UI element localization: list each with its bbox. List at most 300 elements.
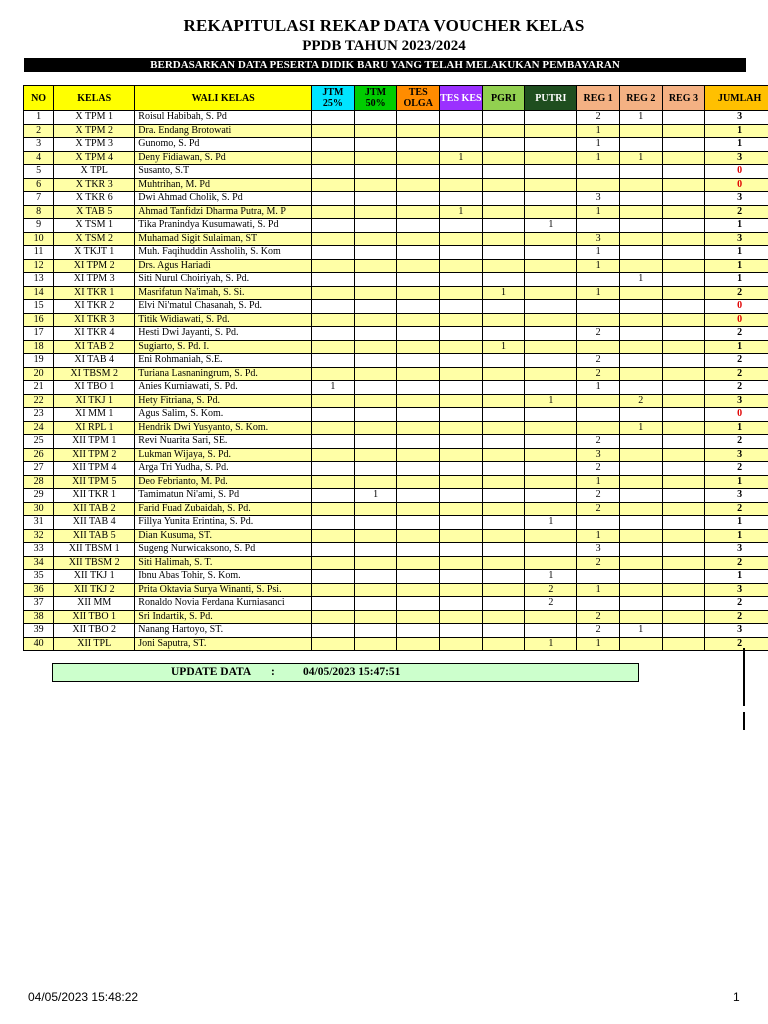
cell-pgri — [482, 475, 525, 489]
cell-jumlah: 3 — [705, 394, 768, 408]
cell-putri — [525, 300, 577, 314]
cell-reg-2 — [619, 192, 662, 206]
cell-wali-kelas: Sri Indartik, S. Pd. — [135, 610, 312, 624]
cell-reg-2 — [619, 489, 662, 503]
cell-reg-1: 1 — [577, 529, 620, 543]
cell-putri — [525, 273, 577, 287]
cell-reg-1 — [577, 408, 620, 422]
cell-no: 12 — [24, 259, 54, 273]
cell-pgri — [482, 219, 525, 233]
cell-putri — [525, 435, 577, 449]
cell-jumlah: 3 — [705, 111, 768, 125]
header-jumlah: JUMLAH — [705, 86, 768, 111]
cell-jtm-25 — [312, 246, 355, 260]
cell-tes-kes — [440, 246, 483, 260]
cell-reg-1: 1 — [577, 583, 620, 597]
footer-timestamp: 04/05/2023 15:48:22 — [28, 990, 139, 1004]
cell-no: 17 — [24, 327, 54, 341]
cell-jumlah: 1 — [705, 138, 768, 152]
cell-kelas: XII TKR 1 — [54, 489, 135, 503]
cell-wali-kelas: Farid Fuad Zubaidah, S. Pd. — [135, 502, 312, 516]
cell-reg-2 — [619, 259, 662, 273]
cell-reg-3 — [662, 124, 705, 138]
cell-jtm-50 — [354, 192, 397, 206]
header-tes-kes: TES KES — [440, 86, 483, 111]
cell-tes-olga — [397, 489, 440, 503]
cell-jtm-50 — [354, 462, 397, 476]
cell-reg-1 — [577, 421, 620, 435]
cell-wali-kelas: Muhtrihan, M. Pd — [135, 178, 312, 192]
cell-pgri — [482, 583, 525, 597]
cell-tes-kes — [440, 624, 483, 638]
cell-jtm-25 — [312, 151, 355, 165]
cell-wali-kelas: Hendrik Dwi Yusyanto, S. Kom. — [135, 421, 312, 435]
cell-jtm-25 — [312, 489, 355, 503]
cell-reg-3 — [662, 313, 705, 327]
cell-jumlah: 1 — [705, 219, 768, 233]
cell-tes-olga — [397, 151, 440, 165]
cell-putri — [525, 259, 577, 273]
cell-wali-kelas: Tamimatun Ni'ami, S. Pd — [135, 489, 312, 503]
cell-jumlah: 3 — [705, 448, 768, 462]
table-row — [24, 178, 768, 192]
table-row — [24, 219, 768, 233]
cell-reg-2 — [619, 597, 662, 611]
cell-wali-kelas: Masrifatun Na'imah, S. Si. — [135, 286, 312, 300]
cell-putri — [525, 354, 577, 368]
cell-tes-kes — [440, 192, 483, 206]
table-row — [24, 111, 768, 125]
cell-no: 16 — [24, 313, 54, 327]
cell-jtm-50 — [354, 138, 397, 152]
cell-tes-olga — [397, 246, 440, 260]
cell-no: 39 — [24, 624, 54, 638]
cell-kelas: XI MM 1 — [54, 408, 135, 422]
cell-tes-kes: 1 — [440, 205, 483, 219]
cell-wali-kelas: Arga Tri Yudha, S. Pd. — [135, 462, 312, 476]
cell-tes-olga — [397, 300, 440, 314]
cell-no: 3 — [24, 138, 54, 152]
cell-jtm-25 — [312, 637, 355, 651]
cell-reg-3 — [662, 421, 705, 435]
cell-jtm-25 — [312, 138, 355, 152]
cell-jtm-50 — [354, 543, 397, 557]
cell-pgri — [482, 327, 525, 341]
cell-putri: 1 — [525, 570, 577, 584]
cell-jtm-50: 1 — [354, 489, 397, 503]
header-reg-3: REG 3 — [662, 86, 705, 111]
cell-jumlah: 2 — [705, 435, 768, 449]
cell-jumlah: 0 — [705, 313, 768, 327]
cell-reg-3 — [662, 408, 705, 422]
cell-reg-1 — [577, 219, 620, 233]
cell-reg-3 — [662, 489, 705, 503]
cell-reg-2 — [619, 313, 662, 327]
cell-tes-kes — [440, 300, 483, 314]
cell-no: 28 — [24, 475, 54, 489]
cell-pgri — [482, 138, 525, 152]
cell-kelas: XII TBO 1 — [54, 610, 135, 624]
cell-no: 7 — [24, 192, 54, 206]
cell-pgri — [482, 624, 525, 638]
cell-reg-2 — [619, 327, 662, 341]
cell-reg-1: 3 — [577, 448, 620, 462]
cell-pgri — [482, 421, 525, 435]
cell-jtm-50 — [354, 327, 397, 341]
cell-pgri — [482, 394, 525, 408]
cell-reg-2 — [619, 124, 662, 138]
cell-kelas: XII TBSM 2 — [54, 556, 135, 570]
cell-jtm-50 — [354, 178, 397, 192]
cell-jumlah: 2 — [705, 327, 768, 341]
cell-jtm-25 — [312, 273, 355, 287]
table-row — [24, 448, 768, 462]
cell-no: 31 — [24, 516, 54, 530]
cell-reg-3 — [662, 178, 705, 192]
cell-no: 8 — [24, 205, 54, 219]
table-row — [24, 381, 768, 395]
cell-no: 9 — [24, 219, 54, 233]
cell-reg-1: 2 — [577, 610, 620, 624]
cell-wali-kelas: Ronaldo Novia Ferdana Kurniasanci — [135, 597, 312, 611]
table-row — [24, 205, 768, 219]
cell-reg-1 — [577, 165, 620, 179]
table-row — [24, 489, 768, 503]
header-jtm-50: JTM 50% — [354, 86, 397, 111]
cell-putri: 1 — [525, 516, 577, 530]
cell-no: 4 — [24, 151, 54, 165]
cell-pgri — [482, 192, 525, 206]
cell-tes-kes — [440, 637, 483, 651]
cell-kelas: XII TAB 2 — [54, 502, 135, 516]
cell-jtm-50 — [354, 313, 397, 327]
cell-no: 33 — [24, 543, 54, 557]
cell-tes-olga — [397, 556, 440, 570]
cell-wali-kelas: Agus Salim, S. Kom. — [135, 408, 312, 422]
cell-jumlah: 2 — [705, 556, 768, 570]
cell-jtm-25 — [312, 232, 355, 246]
cell-jtm-25 — [312, 205, 355, 219]
cell-reg-1: 1 — [577, 246, 620, 260]
cell-tes-olga — [397, 205, 440, 219]
table-row — [24, 138, 768, 152]
cell-jtm-25 — [312, 165, 355, 179]
cell-reg-3 — [662, 516, 705, 530]
cell-reg-2 — [619, 138, 662, 152]
cell-tes-kes — [440, 462, 483, 476]
cell-tes-kes — [440, 489, 483, 503]
cell-putri: 2 — [525, 597, 577, 611]
cell-reg-3 — [662, 219, 705, 233]
cell-reg-3 — [662, 475, 705, 489]
cell-jtm-50 — [354, 111, 397, 125]
cell-jtm-25 — [312, 124, 355, 138]
cell-reg-1 — [577, 570, 620, 584]
table-row — [24, 259, 768, 273]
cell-reg-1: 2 — [577, 462, 620, 476]
cell-kelas: X TKJT 1 — [54, 246, 135, 260]
header-no: NO — [24, 86, 54, 111]
cell-tes-kes — [440, 381, 483, 395]
cell-jtm-25 — [312, 502, 355, 516]
cell-tes-olga — [397, 597, 440, 611]
cell-jtm-25 — [312, 178, 355, 192]
cell-reg-3 — [662, 205, 705, 219]
cell-tes-olga — [397, 610, 440, 624]
cell-jumlah: 2 — [705, 286, 768, 300]
page-edge-line — [743, 648, 745, 706]
cell-reg-3 — [662, 610, 705, 624]
cell-putri: 2 — [525, 583, 577, 597]
cell-pgri: 1 — [482, 340, 525, 354]
cell-wali-kelas: Ahmad Tanfidzi Dharma Putra, M. P — [135, 205, 312, 219]
cell-reg-1: 3 — [577, 232, 620, 246]
cell-reg-3 — [662, 583, 705, 597]
cell-tes-kes — [440, 111, 483, 125]
cell-reg-3 — [662, 151, 705, 165]
cell-reg-2: 2 — [619, 394, 662, 408]
cell-tes-olga — [397, 354, 440, 368]
cell-wali-kelas: Gunomo, S. Pd — [135, 138, 312, 152]
table-row — [24, 327, 768, 341]
cell-kelas: XI TKR 1 — [54, 286, 135, 300]
cell-jtm-25 — [312, 259, 355, 273]
cell-reg-1 — [577, 394, 620, 408]
cell-reg-1: 2 — [577, 111, 620, 125]
table-row — [24, 570, 768, 584]
cell-jtm-50 — [354, 219, 397, 233]
cell-pgri — [482, 489, 525, 503]
cell-wali-kelas: Sugiarto, S. Pd. I. — [135, 340, 312, 354]
cell-jtm-50 — [354, 408, 397, 422]
cell-tes-olga — [397, 138, 440, 152]
cell-wali-kelas: Drs. Agus Hariadi — [135, 259, 312, 273]
cell-reg-3 — [662, 138, 705, 152]
cell-no: 40 — [24, 637, 54, 651]
cell-jumlah: 3 — [705, 192, 768, 206]
cell-reg-3 — [662, 111, 705, 125]
cell-reg-3 — [662, 192, 705, 206]
cell-jtm-50 — [354, 475, 397, 489]
cell-no: 38 — [24, 610, 54, 624]
cell-reg-1 — [577, 516, 620, 530]
cell-jtm-25 — [312, 367, 355, 381]
cell-reg-2 — [619, 232, 662, 246]
cell-jtm-25 — [312, 435, 355, 449]
cell-jumlah: 0 — [705, 408, 768, 422]
cell-putri — [525, 448, 577, 462]
cell-tes-kes — [440, 367, 483, 381]
cell-reg-1 — [577, 178, 620, 192]
cell-jumlah: 2 — [705, 354, 768, 368]
cell-jtm-50 — [354, 151, 397, 165]
cell-no: 37 — [24, 597, 54, 611]
cell-reg-3 — [662, 327, 705, 341]
cell-reg-3 — [662, 381, 705, 395]
cell-jumlah: 2 — [705, 597, 768, 611]
cell-reg-1: 3 — [577, 543, 620, 557]
cell-kelas: X TSM 1 — [54, 219, 135, 233]
cell-tes-olga — [397, 111, 440, 125]
cell-jumlah: 1 — [705, 246, 768, 260]
cell-kelas: XII TPM 4 — [54, 462, 135, 476]
cell-jtm-50 — [354, 556, 397, 570]
cell-reg-2 — [619, 354, 662, 368]
table-row — [24, 340, 768, 354]
cell-pgri — [482, 313, 525, 327]
cell-reg-3 — [662, 448, 705, 462]
cell-jumlah: 2 — [705, 205, 768, 219]
cell-wali-kelas: Tika Pranindya Kusumawati, S. Pd — [135, 219, 312, 233]
cell-putri — [525, 475, 577, 489]
cell-reg-1: 1 — [577, 151, 620, 165]
cell-no: 18 — [24, 340, 54, 354]
cell-jtm-25 — [312, 354, 355, 368]
cell-tes-olga — [397, 543, 440, 557]
cell-tes-olga — [397, 462, 440, 476]
cell-tes-olga — [397, 421, 440, 435]
table-header-row — [24, 86, 768, 111]
cell-reg-1 — [577, 340, 620, 354]
cell-reg-3 — [662, 259, 705, 273]
cell-wali-kelas: Muh. Faqihuddin Assholih, S. Kom — [135, 246, 312, 260]
cell-putri — [525, 313, 577, 327]
cell-putri — [525, 327, 577, 341]
table-row — [24, 543, 768, 557]
cell-putri — [525, 340, 577, 354]
cell-reg-3 — [662, 273, 705, 287]
cell-reg-2 — [619, 219, 662, 233]
cell-reg-2: 1 — [619, 624, 662, 638]
cell-putri — [525, 421, 577, 435]
cell-jtm-50 — [354, 597, 397, 611]
cell-kelas: XI TKR 4 — [54, 327, 135, 341]
table-row — [24, 502, 768, 516]
update-value: 04/05/2023 15:47:51 — [303, 666, 401, 678]
cell-pgri — [482, 259, 525, 273]
cell-reg-1: 1 — [577, 259, 620, 273]
cell-putri — [525, 138, 577, 152]
cell-reg-2 — [619, 340, 662, 354]
cell-tes-olga — [397, 313, 440, 327]
cell-tes-kes — [440, 219, 483, 233]
cell-tes-kes — [440, 421, 483, 435]
cell-kelas: XI TPM 2 — [54, 259, 135, 273]
cell-tes-olga — [397, 259, 440, 273]
cell-jtm-50 — [354, 354, 397, 368]
table-row — [24, 529, 768, 543]
cell-reg-2 — [619, 178, 662, 192]
cell-jtm-50 — [354, 637, 397, 651]
cell-kelas: XII TAB 4 — [54, 516, 135, 530]
cell-no: 11 — [24, 246, 54, 260]
cell-tes-olga — [397, 529, 440, 543]
cell-reg-3 — [662, 597, 705, 611]
cell-reg-1: 1 — [577, 381, 620, 395]
update-colon: : — [271, 666, 275, 678]
cell-putri — [525, 205, 577, 219]
cell-reg-2 — [619, 475, 662, 489]
cell-reg-3 — [662, 502, 705, 516]
cell-jtm-25 — [312, 327, 355, 341]
table-row — [24, 151, 768, 165]
cell-jumlah: 1 — [705, 516, 768, 530]
cell-jtm-25 — [312, 610, 355, 624]
cell-reg-3 — [662, 556, 705, 570]
cell-tes-olga — [397, 286, 440, 300]
cell-tes-olga — [397, 340, 440, 354]
cell-jumlah: 1 — [705, 340, 768, 354]
cell-wali-kelas: Lukman Wijaya, S. Pd. — [135, 448, 312, 462]
header-wali-kelas: WALI KELAS — [135, 86, 312, 111]
cell-wali-kelas: Hesti Dwi Jayanti, S. Pd. — [135, 327, 312, 341]
table-row — [24, 286, 768, 300]
header-reg-2: REG 2 — [619, 86, 662, 111]
cell-wali-kelas: Dian Kusuma, ST. — [135, 529, 312, 543]
cell-putri — [525, 178, 577, 192]
cell-no: 36 — [24, 583, 54, 597]
cell-wali-kelas: Siti Halimah, S. T. — [135, 556, 312, 570]
cell-kelas: X TSM 2 — [54, 232, 135, 246]
cell-jtm-50 — [354, 273, 397, 287]
cell-jtm-25 — [312, 448, 355, 462]
cell-kelas: XI TPM 3 — [54, 273, 135, 287]
cell-reg-3 — [662, 637, 705, 651]
cell-wali-kelas: Nanang Hartoyo, ST. — [135, 624, 312, 638]
table-row — [24, 394, 768, 408]
cell-reg-1: 3 — [577, 192, 620, 206]
cell-wali-kelas: Titik Widiawati, S. Pd. — [135, 313, 312, 327]
cell-tes-olga — [397, 637, 440, 651]
cell-reg-3 — [662, 286, 705, 300]
cell-tes-kes — [440, 354, 483, 368]
cell-tes-kes — [440, 570, 483, 584]
cell-putri — [525, 124, 577, 138]
cell-jtm-25 — [312, 340, 355, 354]
cell-tes-olga — [397, 219, 440, 233]
cell-jumlah: 3 — [705, 583, 768, 597]
cell-tes-kes — [440, 286, 483, 300]
cell-jtm-50 — [354, 124, 397, 138]
cell-putri — [525, 286, 577, 300]
cell-wali-kelas: Hety Fitriana, S. Pd. — [135, 394, 312, 408]
cell-jtm-25 — [312, 111, 355, 125]
cell-pgri — [482, 151, 525, 165]
cell-reg-3 — [662, 340, 705, 354]
cell-reg-2 — [619, 300, 662, 314]
cell-tes-olga — [397, 192, 440, 206]
cell-jtm-25 — [312, 408, 355, 422]
cell-pgri — [482, 300, 525, 314]
cell-reg-2 — [619, 516, 662, 530]
cell-jtm-50 — [354, 448, 397, 462]
cell-jumlah: 1 — [705, 273, 768, 287]
cell-reg-2 — [619, 246, 662, 260]
table-row — [24, 516, 768, 530]
cell-reg-2: 1 — [619, 151, 662, 165]
cell-putri — [525, 408, 577, 422]
cell-putri — [525, 624, 577, 638]
cell-jtm-25 — [312, 313, 355, 327]
cell-no: 20 — [24, 367, 54, 381]
cell-no: 14 — [24, 286, 54, 300]
cell-tes-kes — [440, 529, 483, 543]
cell-no: 29 — [24, 489, 54, 503]
cell-kelas: XI TBO 1 — [54, 381, 135, 395]
cell-jtm-25 — [312, 516, 355, 530]
cell-jtm-25 — [312, 529, 355, 543]
cell-jtm-25 — [312, 219, 355, 233]
